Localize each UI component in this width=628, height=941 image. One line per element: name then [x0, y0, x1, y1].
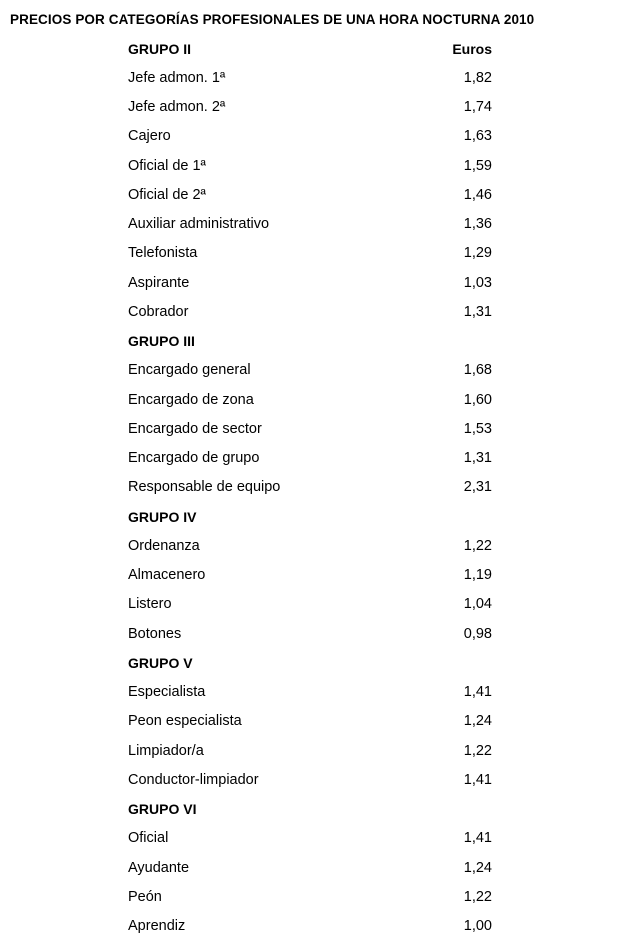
category-price: 0,98	[463, 625, 492, 642]
table-row	[128, 268, 492, 297]
table-row	[128, 765, 492, 794]
table-row	[128, 882, 492, 911]
category-price: 1,68	[463, 362, 492, 379]
page-title: PRECIOS POR CATEGORÍAS PROFESIONALES DE UNA HORA NOCTURNA 2010	[10, 12, 535, 27]
category-name: Oficial de 1ª	[128, 157, 206, 174]
category-price: 1,22	[463, 742, 492, 759]
category-name: Jefe admon. 2ª	[128, 99, 226, 116]
category-name: Telefonista	[128, 245, 198, 262]
price-table	[128, 34, 492, 941]
category-price: 1,31	[463, 303, 492, 320]
group-header	[128, 502, 492, 531]
category-price: 1,41	[463, 771, 492, 788]
table-row	[128, 210, 492, 239]
category-name: Encargado de grupo	[128, 450, 260, 467]
table-row	[128, 63, 492, 92]
category-price: 1,03	[463, 274, 492, 291]
category-price: 1,59	[463, 157, 492, 174]
table-row	[128, 239, 492, 268]
category-name: Almacenero	[128, 567, 206, 584]
currency-label: Euros	[452, 40, 492, 57]
category-price: 1,04	[463, 596, 492, 613]
group-name: GRUPO III	[128, 333, 195, 350]
category-name: Peon especialista	[128, 713, 242, 730]
category-name: Aprendiz	[128, 918, 186, 935]
category-name: Encargado general	[128, 362, 251, 379]
category-price: 1,82	[463, 69, 492, 86]
category-name: Ayudante	[128, 859, 190, 876]
table-row	[128, 824, 492, 853]
table-row	[128, 912, 492, 941]
category-name: Encargado de sector	[128, 420, 262, 437]
category-price: 1,00	[463, 918, 492, 935]
table-row	[128, 619, 492, 648]
group-name: GRUPO IV	[128, 508, 197, 525]
table-row	[128, 151, 492, 180]
category-price: 1,63	[463, 128, 492, 145]
category-price: 1,41	[463, 684, 492, 701]
category-name: Conductor-limpiador	[128, 771, 259, 788]
table-row	[128, 853, 492, 882]
category-price: 1,24	[463, 713, 492, 730]
table-row	[128, 122, 492, 151]
category-name: Aspirante	[128, 274, 190, 291]
group-header	[128, 795, 492, 824]
group-name: GRUPO V	[128, 654, 193, 671]
table-row	[128, 414, 492, 443]
table-row	[128, 590, 492, 619]
category-name: Jefe admon. 1ª	[128, 69, 226, 86]
table-row	[128, 531, 492, 560]
category-name: Limpiador/a	[128, 742, 204, 759]
group-name: GRUPO VI	[128, 801, 197, 818]
table-row	[128, 356, 492, 385]
category-price: 1,46	[463, 186, 492, 203]
category-name: Responsable de equipo	[128, 479, 281, 496]
category-name: Cobrador	[128, 303, 189, 320]
group-name: GRUPO II	[128, 40, 192, 57]
category-price: 1,19	[463, 567, 492, 584]
category-price: 1,22	[463, 888, 492, 905]
category-price: 1,31	[463, 450, 492, 467]
table-row	[128, 444, 492, 473]
table-row	[128, 561, 492, 590]
category-name: Botones	[128, 625, 182, 642]
table-row	[128, 736, 492, 765]
group-header	[128, 648, 492, 677]
category-price: 1,24	[463, 859, 492, 876]
category-price: 2,31	[463, 479, 492, 496]
category-name: Encargado de zona	[128, 391, 254, 408]
table-row	[128, 93, 492, 122]
category-price: 1,22	[463, 537, 492, 554]
category-name: Especialista	[128, 684, 206, 701]
table-row	[128, 678, 492, 707]
category-name: Cajero	[128, 128, 171, 145]
table-row	[128, 385, 492, 414]
category-price: 1,29	[463, 245, 492, 262]
category-name: Auxiliar administrativo	[128, 216, 270, 233]
category-name: Oficial	[128, 830, 169, 847]
category-price: 1,41	[463, 830, 492, 847]
category-price: 1,60	[463, 391, 492, 408]
category-name: Peón	[128, 888, 162, 905]
category-price: 1,53	[463, 420, 492, 437]
category-name: Listero	[128, 596, 172, 613]
group-header	[128, 327, 492, 356]
table-row	[128, 297, 492, 326]
category-name: Ordenanza	[128, 537, 200, 554]
category-name: Oficial de 2ª	[128, 186, 206, 203]
table-row	[128, 473, 492, 502]
table-row	[128, 180, 492, 209]
category-price: 1,74	[463, 99, 492, 116]
table-row	[128, 707, 492, 736]
group-header	[128, 34, 492, 63]
category-price: 1,36	[463, 216, 492, 233]
